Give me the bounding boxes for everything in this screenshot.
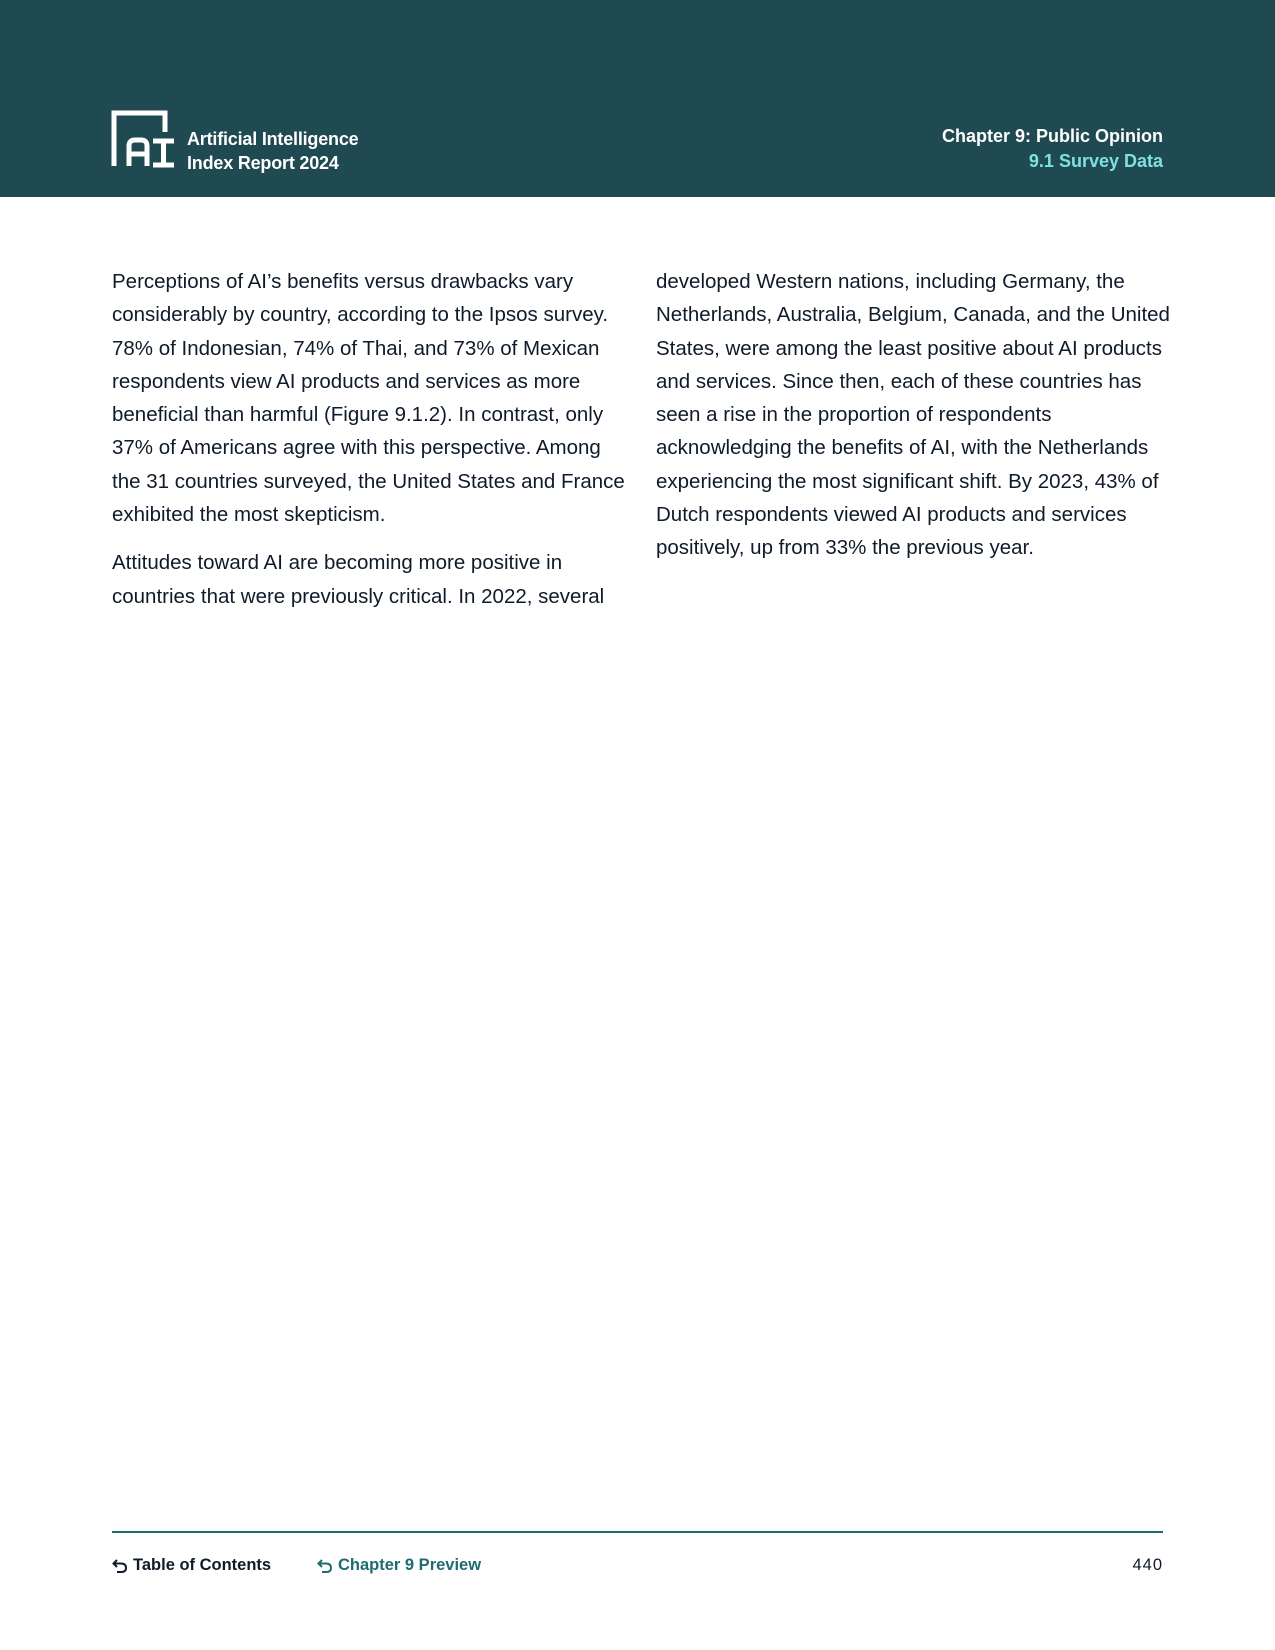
table-of-contents-label: Table of Contents bbox=[133, 1556, 272, 1574]
body-paragraph: Attitudes toward AI are becoming more positive in countries that were previously critical. In 2022, several bbox=[112, 551, 605, 608]
body-column-right bbox=[656, 265, 1176, 565]
back-arrow-icon bbox=[317, 1558, 333, 1574]
report-title-line1: Artificial Intelligence bbox=[187, 129, 359, 149]
back-arrow-icon bbox=[112, 1558, 128, 1574]
page-number: 440 bbox=[1132, 1556, 1163, 1574]
body-column-left bbox=[112, 265, 632, 613]
page-header bbox=[0, 0, 1275, 197]
ai-index-logo-icon bbox=[111, 110, 177, 168]
chapter-preview-label: Chapter 9 Preview bbox=[338, 1556, 482, 1574]
body-paragraph: developed Western nations, including Germany, the Netherlands, Australia, Belgium, Canada, and the United States, were among the least positive about AI products and services. Since then, each of these countries has seen a rise in the proportion of respondents acknowledging the benefits of AI, with the Netherlands experiencing the most significant shift. By 2023, 43% of Dutch respondents viewed AI products and services positively, up from 33% the previous year. bbox=[656, 270, 1170, 560]
table-of-contents-link[interactable] bbox=[112, 1556, 271, 1575]
report-title-line2: Index Report 2024 bbox=[187, 153, 339, 173]
chapter-heading bbox=[942, 124, 1163, 174]
footer-divider bbox=[112, 1531, 1163, 1533]
section-title: 9.1 Survey Data bbox=[1028, 151, 1163, 171]
chapter-title: Chapter 9: Public Opinion bbox=[941, 126, 1163, 146]
chapter-preview-link[interactable] bbox=[317, 1556, 481, 1575]
body-paragraph: Perceptions of AI’s benefits versus drawbacks vary considerably by country, according to the Ipsos survey. 78% of Indonesian, 74% of Thai, and 73% of Mexican respondents view AI products and services as more beneficial than harmful (Figure 9.1.2). In contrast, only 37% of Americans agree with this perspective. Among the 31 countries surveyed, the United States and France exhibited the most skepticism. bbox=[112, 270, 625, 527]
page-footer bbox=[112, 1556, 1163, 1580]
report-title bbox=[187, 127, 358, 175]
